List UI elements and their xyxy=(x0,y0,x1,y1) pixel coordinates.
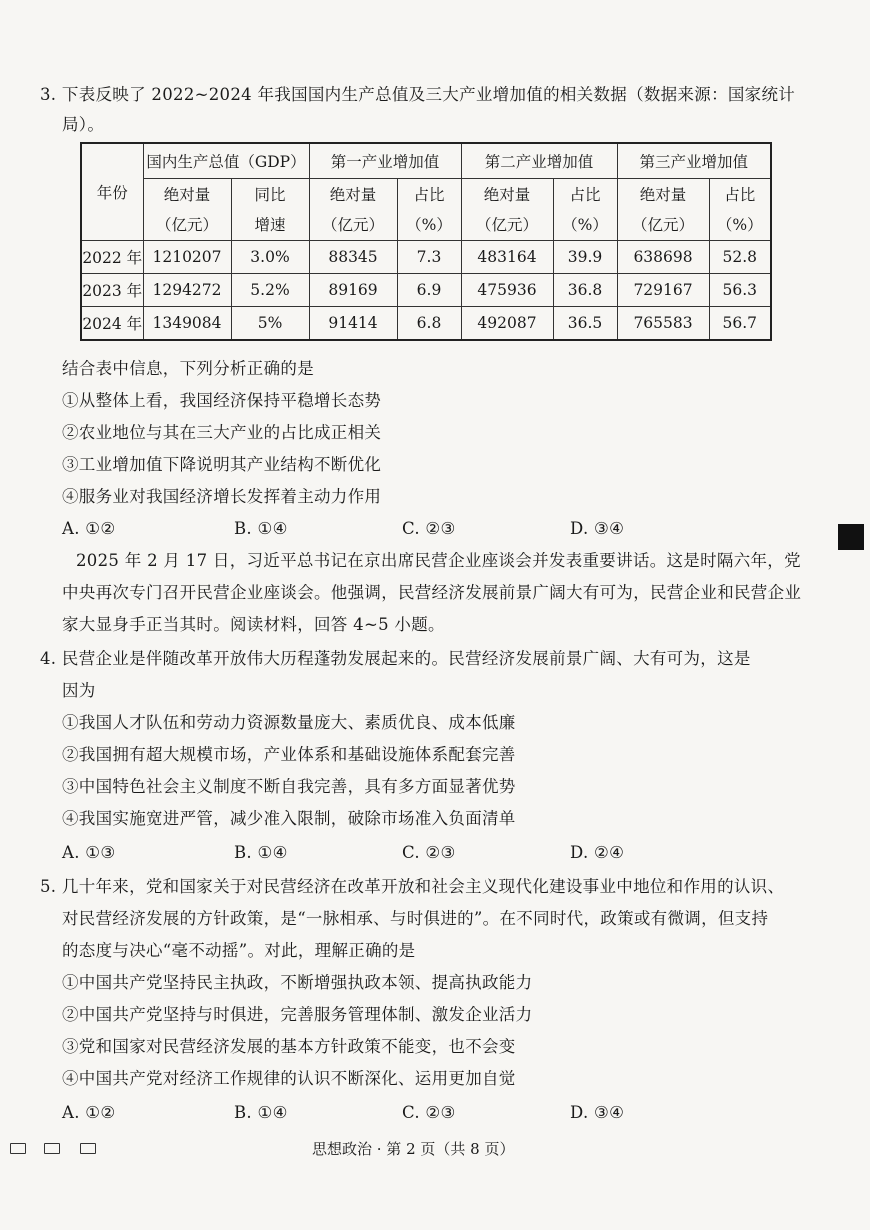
cell-p2-ratio: 39.9 xyxy=(553,241,617,274)
cell-year: 2023 年 xyxy=(81,274,143,307)
q4-option-4: ④我国实施宽进严管，减少准入限制，破除市场准入负面清单 xyxy=(62,809,516,828)
cell-p1: 88345 xyxy=(309,241,397,274)
sub-header-gdp-abs: 绝对量 （亿元） xyxy=(143,179,231,241)
page-footer-title: 思想政治 · 第 2 页（共 8 页） xyxy=(312,1140,515,1158)
q4-stem-line2: 因为 xyxy=(62,681,96,700)
q5-stem-line3: 的态度与决心“毫不动摇”。对此，理解正确的是 xyxy=(62,941,416,960)
table-row xyxy=(81,241,771,274)
q5-stem-line2: 对民营经济发展的方针政策，是“一脉相承、与时俱进的”。在不同时代，政策或有微调，但支持 xyxy=(62,909,769,928)
q5-option-3: ③党和国家对民营经济发展的基本方针政策不能变，也不会变 xyxy=(62,1037,516,1056)
sub-header-gdp-growth: 同比 增速 xyxy=(231,179,309,241)
cell-p3: 765583 xyxy=(617,307,709,341)
q3-option-3: ③工业增加值下降说明其产业结构不断优化 xyxy=(62,455,382,474)
cell-growth: 5.2% xyxy=(231,274,309,307)
q4-choice-a[interactable]: A. ①③ xyxy=(62,843,116,862)
q4-choice-b[interactable]: B. ①④ xyxy=(234,843,288,862)
cell-gdp: 1349084 xyxy=(143,307,231,341)
sub-header-p1-abs: 绝对量 （亿元） xyxy=(309,179,397,241)
q4-choice-c[interactable]: C. ②③ xyxy=(402,843,456,862)
table-row xyxy=(81,307,771,341)
sub-header-p2-ratio: 占比 （%） xyxy=(553,179,617,241)
sub-header-p2-abs: 绝对量 （亿元） xyxy=(461,179,553,241)
q3-stem-line1: 3. 下表反映了 2022~2024 年我国国内生产总值及三大产业增加值的相关数据（数据来源：国家统计 xyxy=(40,85,796,104)
q4-option-3: ③中国特色社会主义制度不断自我完善，具有多方面显著优势 xyxy=(62,777,516,796)
cell-p2-ratio: 36.8 xyxy=(553,274,617,307)
q5-stem-line1: 5. 几十年来，党和国家关于对民营经济在改革开放和社会主义现代化建设事业中地位和作用的认识、 xyxy=(40,877,785,896)
cell-p2-ratio: 36.5 xyxy=(553,307,617,341)
sub-header-p3-abs: 绝对量 （亿元） xyxy=(617,179,709,241)
cell-year: 2024 年 xyxy=(81,307,143,341)
cell-p1-ratio: 6.8 xyxy=(397,307,461,341)
q4-stem-line1: 4. 民营企业是伴随改革开放伟大历程蓬勃发展起来的。民营经济发展前景广阔、大有可为，这是 xyxy=(40,649,751,668)
cell-p3-ratio: 52.8 xyxy=(709,241,771,274)
q3-choice-c[interactable]: C. ②③ xyxy=(402,519,456,538)
sub-header-p3-ratio: 占比 （%） xyxy=(709,179,771,241)
footer-box-3 xyxy=(80,1143,96,1154)
q3-option-4: ④服务业对我国经济增长发挥着主动力作用 xyxy=(62,487,382,506)
q5-choice-a[interactable]: A. ①② xyxy=(62,1103,116,1122)
q4-choice-d[interactable]: D. ②④ xyxy=(570,843,625,862)
group-header-secondary: 第二产业增加值 xyxy=(461,143,617,179)
q5-choice-d[interactable]: D. ③④ xyxy=(570,1103,625,1122)
material-line1: 2025 年 2 月 17 日，习近平总书记在京出席民营企业座谈会并发表重要讲话。这是时隔六年，党 xyxy=(76,551,801,570)
cell-p1: 89169 xyxy=(309,274,397,307)
material-line3: 家大显身手正当其时。阅读材料，回答 4~5 小题。 xyxy=(62,615,445,634)
q4-option-1: ①我国人才队伍和劳动力资源数量庞大、素质优良、成本低廉 xyxy=(62,713,516,732)
cell-growth: 5% xyxy=(231,307,309,341)
margin-marker xyxy=(838,524,864,550)
cell-p2: 475936 xyxy=(461,274,553,307)
cell-gdp: 1210207 xyxy=(143,241,231,274)
group-header-primary: 第一产业增加值 xyxy=(309,143,461,179)
q3-choice-b[interactable]: B. ①④ xyxy=(234,519,288,538)
q3-option-1: ①从整体上看，我国经济保持平稳增长态势 xyxy=(62,391,382,410)
q3-prompt: 结合表中信息，下列分析正确的是 xyxy=(62,359,314,378)
q3-choice-a[interactable]: A. ①② xyxy=(62,519,116,538)
footer-box-1 xyxy=(10,1143,26,1154)
cell-p3: 729167 xyxy=(617,274,709,307)
q3-stem-line2: 局）。 xyxy=(62,115,105,134)
q5-choice-c[interactable]: C. ②③ xyxy=(402,1103,456,1122)
q5-choice-b[interactable]: B. ①④ xyxy=(234,1103,288,1122)
cell-p2: 492087 xyxy=(461,307,553,341)
sub-header-p1-ratio: 占比 （%） xyxy=(397,179,461,241)
cell-p3: 638698 xyxy=(617,241,709,274)
gdp-table xyxy=(80,142,772,341)
cell-p2: 483164 xyxy=(461,241,553,274)
group-header-tertiary: 第三产业增加值 xyxy=(617,143,771,179)
q5-option-2: ②中国共产党坚持与时俱进，完善服务管理体制、激发企业活力 xyxy=(62,1005,533,1024)
cell-p1-ratio: 6.9 xyxy=(397,274,461,307)
cell-p1-ratio: 7.3 xyxy=(397,241,461,274)
q3-option-2: ②农业地位与其在三大产业的占比成正相关 xyxy=(62,423,382,442)
cell-p3-ratio: 56.7 xyxy=(709,307,771,341)
q5-option-1: ①中国共产党坚持民主执政，不断增强执政本领、提高执政能力 xyxy=(62,973,533,992)
q3-choice-d[interactable]: D. ③④ xyxy=(570,519,625,538)
cell-growth: 3.0% xyxy=(231,241,309,274)
table-row xyxy=(81,274,771,307)
q4-option-2: ②我国拥有超大规模市场，产业体系和基础设施体系配套完善 xyxy=(62,745,516,764)
cell-p1: 91414 xyxy=(309,307,397,341)
q5-option-4: ④中国共产党对经济工作规律的认识不断深化、运用更加自觉 xyxy=(62,1069,516,1088)
material-line2: 中央再次专门召开民营企业座谈会。他强调，民营经济发展前景广阔大有可为，民营企业和民营企业 xyxy=(62,583,802,602)
cell-year: 2022 年 xyxy=(81,241,143,274)
group-header-gdp: 国内生产总值（GDP） xyxy=(143,143,309,179)
year-header: 年份 xyxy=(81,143,143,241)
cell-p3-ratio: 56.3 xyxy=(709,274,771,307)
footer-box-2 xyxy=(44,1143,60,1154)
cell-gdp: 1294272 xyxy=(143,274,231,307)
